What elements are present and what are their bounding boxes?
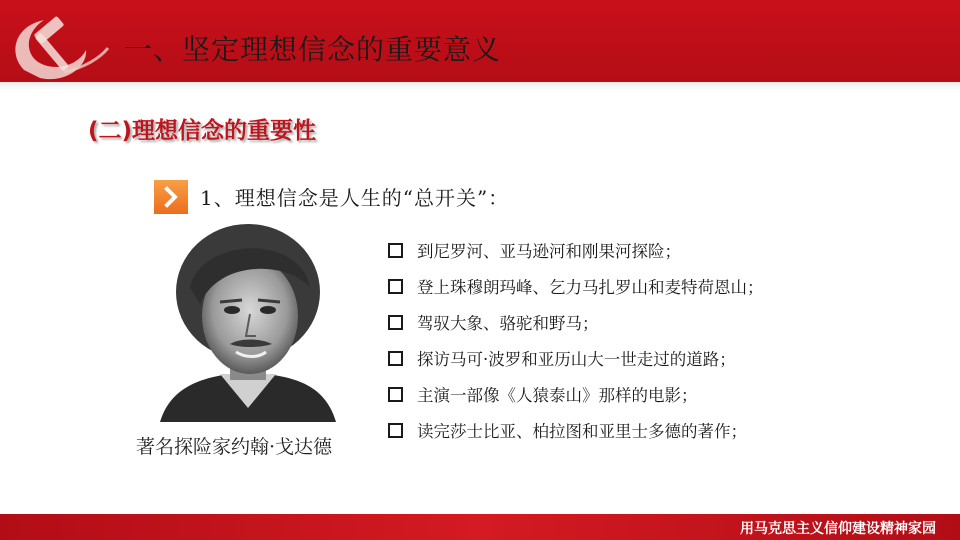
checkbox-square-icon <box>388 243 403 258</box>
section-subtitle: (二)理想信念的重要性 <box>88 118 317 144</box>
list-item-text: 登上珠穆朗玛峰、乞力马扎罗山和麦特荷恩山； <box>417 278 764 297</box>
header-bar <box>0 0 960 82</box>
hammer-sickle-icon <box>4 10 112 82</box>
checkbox-square-icon <box>388 279 403 294</box>
list-item-text: 驾驭大象、骆驼和野马； <box>417 314 599 333</box>
chevron-right-icon <box>154 180 188 214</box>
list-item <box>388 376 764 412</box>
list-item-text: 读完莎士比亚、柏拉图和亚里士多德的著作； <box>417 422 747 441</box>
list-item-text: 探访马可·波罗和亚历山大一世走过的道路； <box>417 350 736 369</box>
list-item <box>388 304 764 340</box>
checkbox-square-icon <box>388 423 403 438</box>
point-heading: 1、理想信念是人生的“总开关”： <box>200 186 510 210</box>
portrait-caption: 著名探险家约翰·戈达德 <box>136 436 333 458</box>
list-item <box>388 268 764 304</box>
footer-slogan: 用马克思主义信仰建设精神家园 <box>740 521 936 537</box>
checkbox-square-icon <box>388 315 403 330</box>
checkbox-square-icon <box>388 351 403 366</box>
portrait-photo <box>160 218 336 422</box>
page-title: 一、坚定理想信念的重要意义 <box>124 33 502 66</box>
list-item <box>388 232 764 268</box>
list-item <box>388 412 764 448</box>
list-item-text: 主演一部像《人猿泰山》那样的电影； <box>417 386 698 405</box>
header-divider <box>0 82 960 90</box>
list-item <box>388 340 764 376</box>
checkbox-square-icon <box>388 387 403 402</box>
list-item-text: 到尼罗河、亚马逊河和刚果河探险； <box>417 242 681 261</box>
goal-list <box>388 232 764 448</box>
footer-bar <box>0 514 960 540</box>
